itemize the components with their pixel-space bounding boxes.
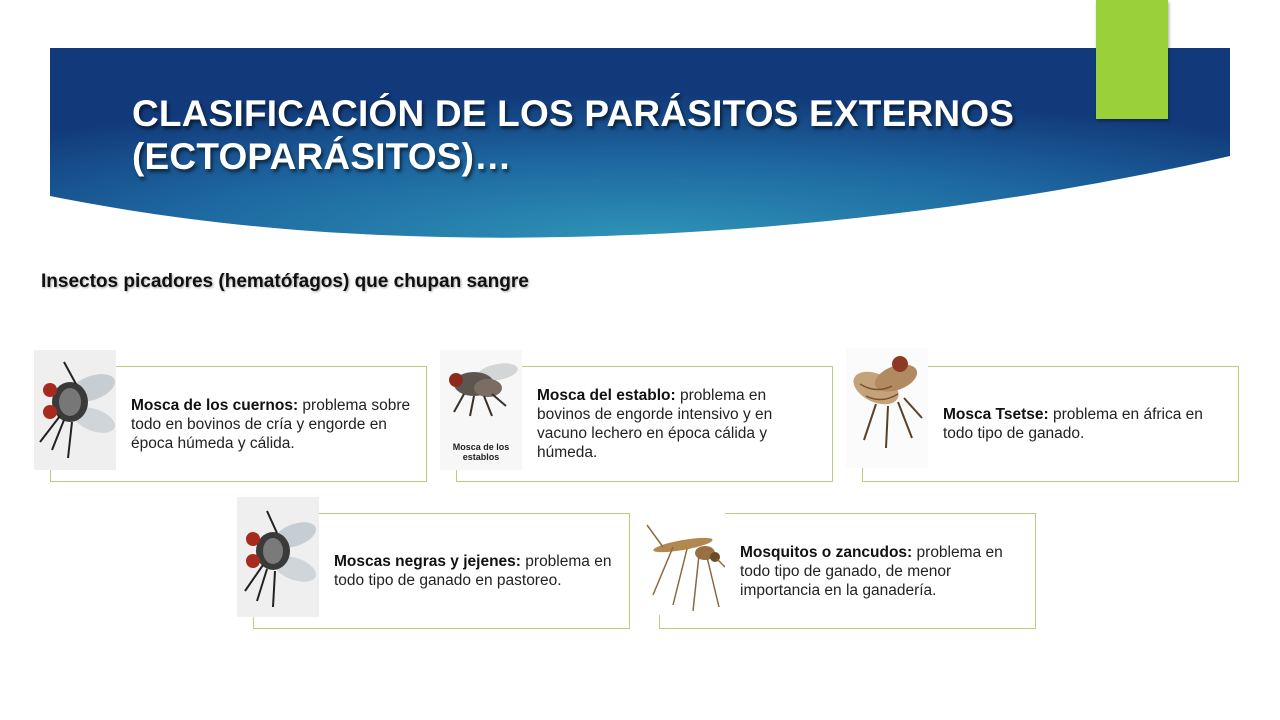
card-title: Mosca Tsetse:: [943, 406, 1049, 423]
card-text: [537, 367, 822, 481]
card-title: Mosca del establo:: [537, 387, 676, 404]
slide-title: [132, 92, 1092, 178]
card-text: [740, 514, 1025, 628]
card-description: problema en áfrica en todo tipo de ganado.: [943, 406, 1203, 442]
section-subtitle: Insectos picadores (hematófagos) que chupan sangre: [41, 271, 529, 292]
card-description: problema en bovinos de engorde intensivo y en vacuno lechero en época cálida y húmeda.: [537, 387, 773, 461]
card-description: problema sobre todo en bovinos de cría y engorde en época húmeda y cálida.: [131, 396, 411, 452]
card-text: [943, 367, 1228, 481]
card-title: Moscas negras y jejenes:: [334, 553, 521, 570]
stable-fly-photo: [440, 350, 522, 470]
photo-caption-line1: Mosca de los: [452, 442, 510, 452]
card-title: Mosquitos o zancudos:: [740, 543, 913, 561]
card-description: problema en todo tipo de ganado en pastoreo.: [334, 553, 612, 589]
horn-fly-photo: [34, 350, 116, 470]
card-text: [334, 514, 619, 628]
mosquito-photo: [643, 495, 725, 615]
black-fly-photo: [237, 497, 319, 617]
slide-title-line1: CLASIFICACIÓN DE LOS PARÁSITOS EXTERNOS: [132, 93, 1015, 134]
card-text: [131, 367, 416, 481]
card-description: problema en todo tipo de ganado, de menor importancia en la ganadería.: [740, 543, 1003, 599]
photo-caption-line2: establos: [462, 452, 500, 462]
tsetse-fly-photo: [846, 348, 928, 468]
card-title: Mosca de los cuernos:: [131, 396, 299, 414]
slide-title-line2: (ECTOPARÁSITOS)…: [132, 136, 512, 177]
accent-tab: [1096, 0, 1168, 119]
photo-caption: [440, 442, 522, 462]
